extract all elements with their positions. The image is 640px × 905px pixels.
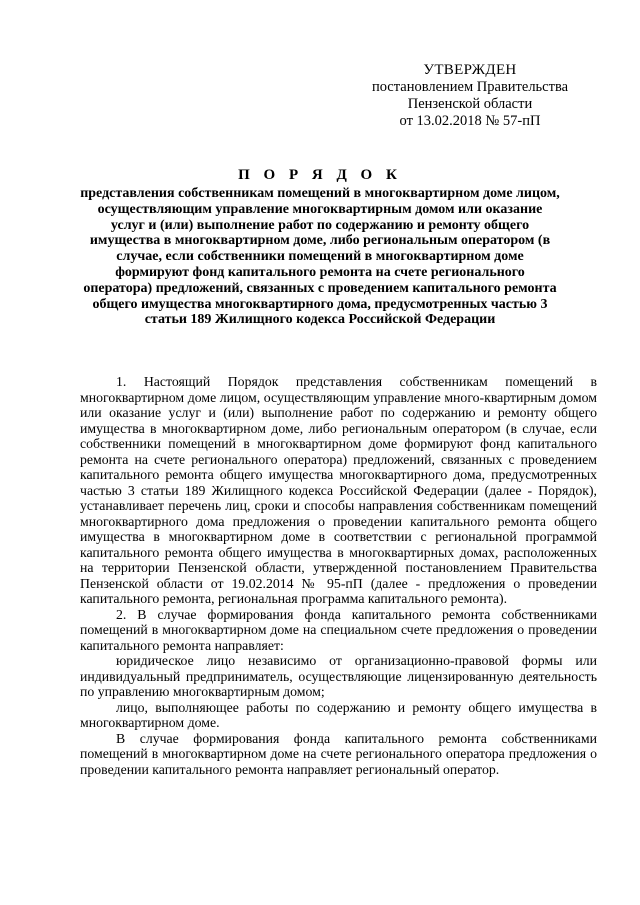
paragraph-2: 2. В случае формирования фонда капитального ремонта собственниками помещений в многоквартирном доме на специальном счете предложения о проведении капитального ремонта направляет: [80, 606, 597, 653]
document-body [80, 374, 597, 777]
paragraph-5: В случае формирования фонда капитального ремонта собственниками помещений в многоквартирном доме на счете регионального оператора предложения о проведении капитального ремонта направляет региональный оператор. [80, 730, 597, 777]
approval-stamp [360, 62, 580, 130]
approval-line-3: от 13.02.2018 № 57-пП [399, 113, 541, 129]
approval-line-1: постановлением Правительства [371, 79, 569, 95]
paragraph-1: 1. Настоящий Порядок представления собственникам помещений в многоквартирном доме лицом, осуществляющим управление много-квартирным домом или оказание услуг и (или) выполнение работ по содержанию и ремонту общего имущества в многоквартирном доме, либо региональным оператором (в случае, если собственники помещений в многоквартирном доме формируют фонд капитального ремонта на счете регионального оператора) предложений, связанных с проведением капитального ремонта общего имущества многоквартирного дома, предусмотренных частью 3 статьи 189 Жилищного кодекса Российской Федерации (далее - Порядок), устанавливает перечень лиц, сроки и способы направления собственникам помещений многоквартирного дома предложения о проведении капитального ремонта общего имущества в многоквартирном доме в соответствии с региональной программой капитального ремонта общего имущества в многоквартирных домах, расположенных на территории Пензенской области, утвержденной постановлением Правительства Пензенской области от 19.02.2014 № 95-пП (далее - предложения о проведении капитального ремонта, региональная программа капитального ремонта). [80, 374, 597, 606]
document-subtitle: представления собственникам помещений в многоквартирном доме лицом, осуществляющим управление многоквартирным домом или оказание услуг и (или) выполнение работ по содержанию и ремонту общего имущества в многоквартирном доме, либо региональным оператором (в случае, если собственники помещений в многоквартирном доме формируют фонд капитального ремонта на счете регионального оператора) предложений, связанных с проведением капитального ремонта общего имущества многоквартирного дома, предусмотренных частью 3 статьи 189 Жилищного кодекса Российской Федерации [80, 186, 560, 328]
paragraph-3: юридическое лицо независимо от организационно-правовой формы или индивидуальный предприниматель, осуществляющие лицензированную деятельность по управлению многоквартирным домом; [80, 653, 597, 699]
approval-title: УТВЕРЖДЕН [423, 62, 517, 78]
approval-line-2: Пензенской области [407, 96, 533, 112]
document-title: П О Р Я Д О К [238, 167, 402, 183]
paragraph-4: лицо, выполняющее работы по содержанию и ремонту общего имущества в многоквартирном доме. [80, 699, 597, 730]
